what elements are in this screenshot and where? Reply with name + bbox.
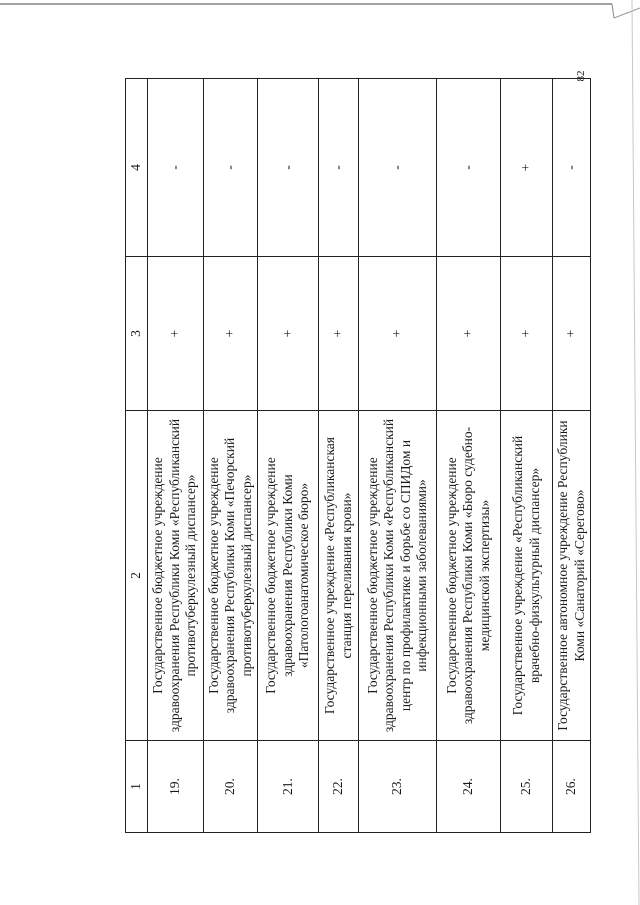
table-row	[501, 79, 553, 833]
column-header: 4	[126, 79, 148, 257]
col3-mark: +	[319, 257, 359, 411]
row-number: 21.	[258, 741, 319, 833]
row-number: 20.	[203, 741, 258, 833]
rotated-table-wrapper	[125, 79, 587, 833]
col3-mark: +	[437, 257, 501, 411]
page-number: 82	[575, 70, 587, 82]
table-row	[258, 79, 319, 833]
col4-mark: -	[203, 79, 258, 257]
column-header: 1	[126, 741, 148, 833]
table-row	[437, 79, 501, 833]
row-number: 23.	[359, 741, 437, 833]
col3-mark: +	[258, 257, 319, 411]
column-header: 2	[126, 411, 148, 741]
col3-mark: +	[147, 257, 203, 411]
col4-mark: +	[501, 79, 553, 257]
table-row	[319, 79, 359, 833]
institution-name: Государственное автономное учреждение Республики Коми «Санаторий «Серегово»	[553, 411, 591, 741]
row-number: 19.	[147, 741, 203, 833]
institution-name: Государственное бюджетное учреждение здравоохранения Республики Коми «Бюро судебно-медицинской экспертизы»	[437, 411, 501, 741]
institution-name: Государственное бюджетное учреждение здравоохранения Республики Коми «Печорский противотуберкулезный диспансер»	[203, 411, 258, 741]
table-header-row	[126, 79, 148, 833]
table-row	[203, 79, 258, 833]
col3-mark: +	[553, 257, 591, 411]
col3-mark: +	[359, 257, 437, 411]
col4-mark: -	[258, 79, 319, 257]
institution-name: Государственное бюджетное учреждение здравоохранения Республики Коми «Республиканский противотуберкулезный диспансер»	[147, 411, 203, 741]
col4-mark: -	[553, 79, 591, 257]
col4-mark: -	[147, 79, 203, 257]
col4-mark: -	[319, 79, 359, 257]
row-number: 24.	[437, 741, 501, 833]
row-number: 25.	[501, 741, 553, 833]
col3-mark: +	[501, 257, 553, 411]
row-number: 26.	[553, 741, 591, 833]
table-row	[147, 79, 203, 833]
column-header: 3	[126, 257, 148, 411]
institution-name: Государственное учреждение «Республиканский врачебно-физкультурный диспансер»	[501, 411, 553, 741]
institution-name: Государственное учреждение «Республиканская станция переливания крови»	[319, 411, 359, 741]
row-number: 22.	[319, 741, 359, 833]
institution-name: Государственное бюджетное учреждение здравоохранения Республики Коми «Патологоанатомическое бюро»	[258, 411, 319, 741]
institution-name: Государственное бюджетное учреждение здравоохранения Республики Коми «Республиканский центр по профилактике и борьбе со СПИДом и инфекционными заболеваниями»	[359, 411, 437, 741]
col3-mark: +	[203, 257, 258, 411]
table-row	[359, 79, 437, 833]
table-row	[553, 79, 591, 833]
col4-mark: -	[437, 79, 501, 257]
col4-mark: -	[359, 79, 437, 257]
document-table	[125, 78, 591, 833]
